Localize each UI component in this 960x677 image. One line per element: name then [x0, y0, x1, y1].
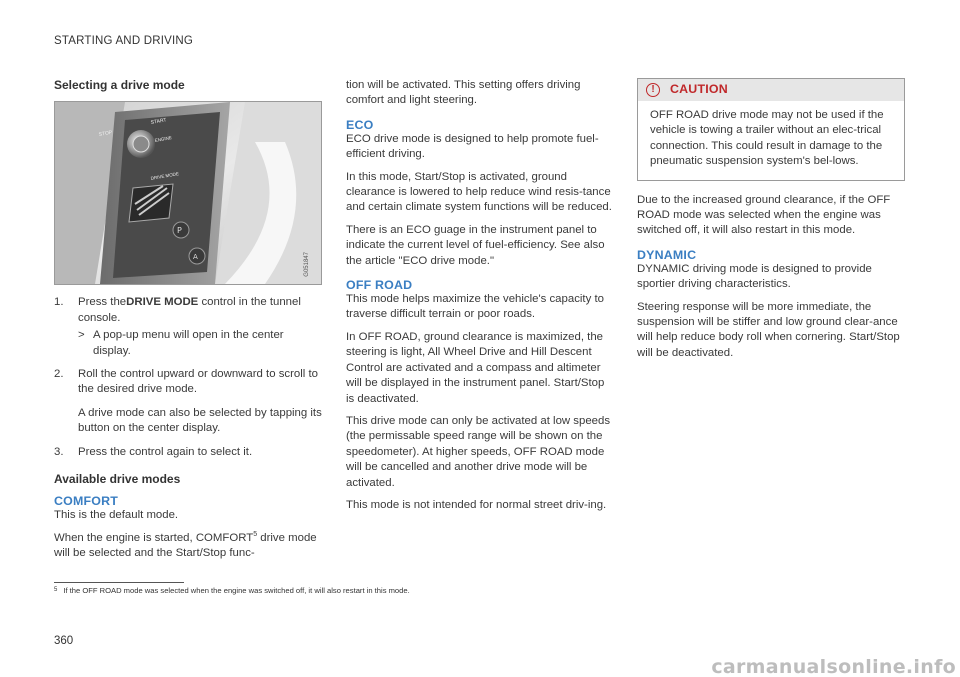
- caution-header: [638, 79, 904, 101]
- start-label: START: [150, 117, 168, 127]
- svg-text:A: A: [193, 253, 198, 262]
- watermark[interactable]: carmanualsonline.info: [711, 655, 956, 677]
- step-2: [54, 367, 322, 437]
- step-text: Roll the control upward or downward to scroll to the desired drive mode.: [78, 368, 318, 396]
- offroad-paragraph-1: This mode helps maximize the vehicle's capacity to traverse difficult terrain or poor roads.: [346, 293, 604, 321]
- step-number: 3.: [54, 445, 64, 458]
- drive-mode-control-name: DRIVE MODE: [126, 296, 199, 309]
- section-heading-selecting: Selecting a drive mode: [54, 78, 185, 92]
- step-note: A drive mode can also be selected by tapping its button on the center display.: [78, 406, 322, 435]
- eco-paragraph-3: There is an ECO guage in the instrument panel to indicate the current level of fuel-efficiency. See also the article "ECO drive mode.": [346, 223, 605, 267]
- engine-label: ENGINE: [154, 135, 173, 144]
- steps-list: [54, 295, 322, 460]
- caution-text: OFF ROAD drive mode may not be used if the vehicle is towing a trailer without an elec-trical connection. This could result in damage to the pneumatic suspension system's bel-lows.: [650, 109, 884, 168]
- dynamic-heading: DYNAMIC: [637, 247, 697, 262]
- offroad-paragraph-2: In OFF ROAD, ground clearance is maximized, the steering is light, All Wheel Drive and Hill Descent Control are activated and a compass and altimeter will be displayed in the instrument panel. Start/Stop is deactivated.: [346, 330, 605, 405]
- caution-title: CAUTION: [670, 82, 728, 97]
- offroad-paragraph-4: This mode is not intended for normal street driv-ing.: [346, 498, 607, 511]
- footnote-text: If the OFF ROAD mode was selected when the engine was switched off, it will also restart in this mode.: [63, 586, 410, 595]
- running-header: STARTING AND DRIVING: [54, 35, 194, 47]
- step-3: [54, 445, 322, 460]
- result-marker: >: [78, 329, 85, 342]
- column-3: [637, 78, 905, 368]
- footnote: [54, 586, 410, 596]
- step-text: Press the control again to select it.: [78, 445, 253, 458]
- step-1: [54, 295, 322, 359]
- footnote-reference[interactable]: 5: [253, 530, 258, 538]
- drive-mode-label: DRIVE MODE: [150, 171, 180, 182]
- step-text: Press the: [78, 296, 127, 309]
- stop-label: STOP: [98, 130, 113, 139]
- photo-id: G051847: [303, 251, 310, 277]
- offroad-heading: OFF ROAD: [346, 278, 413, 293]
- comfort-text: drive mode will be selected and the Start/Stop func-: [54, 531, 317, 560]
- offroad-paragraph-3: This drive mode can only be activated at low speeds (the permissable speed range will be shown on the speedometer). At higher speeds, OFF ROAD mode will be cancelled and another drive mode will be activated.: [346, 414, 611, 489]
- eco-paragraph-1: ECO drive mode is designed to help promote fuel-efficient driving.: [346, 132, 599, 161]
- offroad-restart-paragraph: Due to the increased ground clearance, if the OFF ROAD mode was selected when the engine was switched off, it will also restart in this mode.: [637, 193, 891, 237]
- dynamic-paragraph-1: DYNAMIC driving mode is designed to provide sportier driving characteristics.: [637, 262, 872, 291]
- eco-paragraph-2: In this mode, Start/Stop is activated, ground clearance is lowered to help reduce wind resis-tance and certain climate system functions will be reduced.: [346, 170, 612, 214]
- eco-heading: ECO: [346, 117, 374, 132]
- column-1: [54, 78, 322, 569]
- comfort-heading: COMFORT: [54, 494, 119, 509]
- comfort-text: When the engine is started, COMFORT: [54, 531, 254, 544]
- available-modes-heading: Available drive modes: [54, 472, 181, 487]
- result-text: A pop-up menu will open in the center display.: [93, 329, 284, 357]
- tunnel-console-photo: [54, 101, 322, 285]
- svg-text:P: P: [177, 226, 182, 236]
- step-number: 1.: [54, 296, 64, 309]
- step-number: 2.: [54, 368, 64, 381]
- console-illustration: [55, 102, 321, 284]
- dynamic-paragraph-2: Steering response will be more immediate, the suspension will be stiffer and low ground clear-ance will help reduce body roll when cornering. Start/Stop will be deactivated.: [637, 300, 900, 359]
- column-2: [346, 78, 614, 520]
- exclamation-icon: !: [646, 83, 660, 97]
- caution-box: [637, 78, 905, 181]
- step-text: control in the tunnel console.: [78, 296, 301, 324]
- footnote-marker: 5: [54, 587, 58, 593]
- comfort-paragraph-1: This is the default mode.: [54, 509, 179, 522]
- comfort-continued: tion will be activated. This setting offers driving comfort and light steering.: [346, 79, 581, 107]
- page-number: 360: [54, 635, 74, 647]
- comfort-paragraph-2: [54, 531, 322, 562]
- footnote-divider: [54, 582, 184, 583]
- step-result: [78, 328, 322, 359]
